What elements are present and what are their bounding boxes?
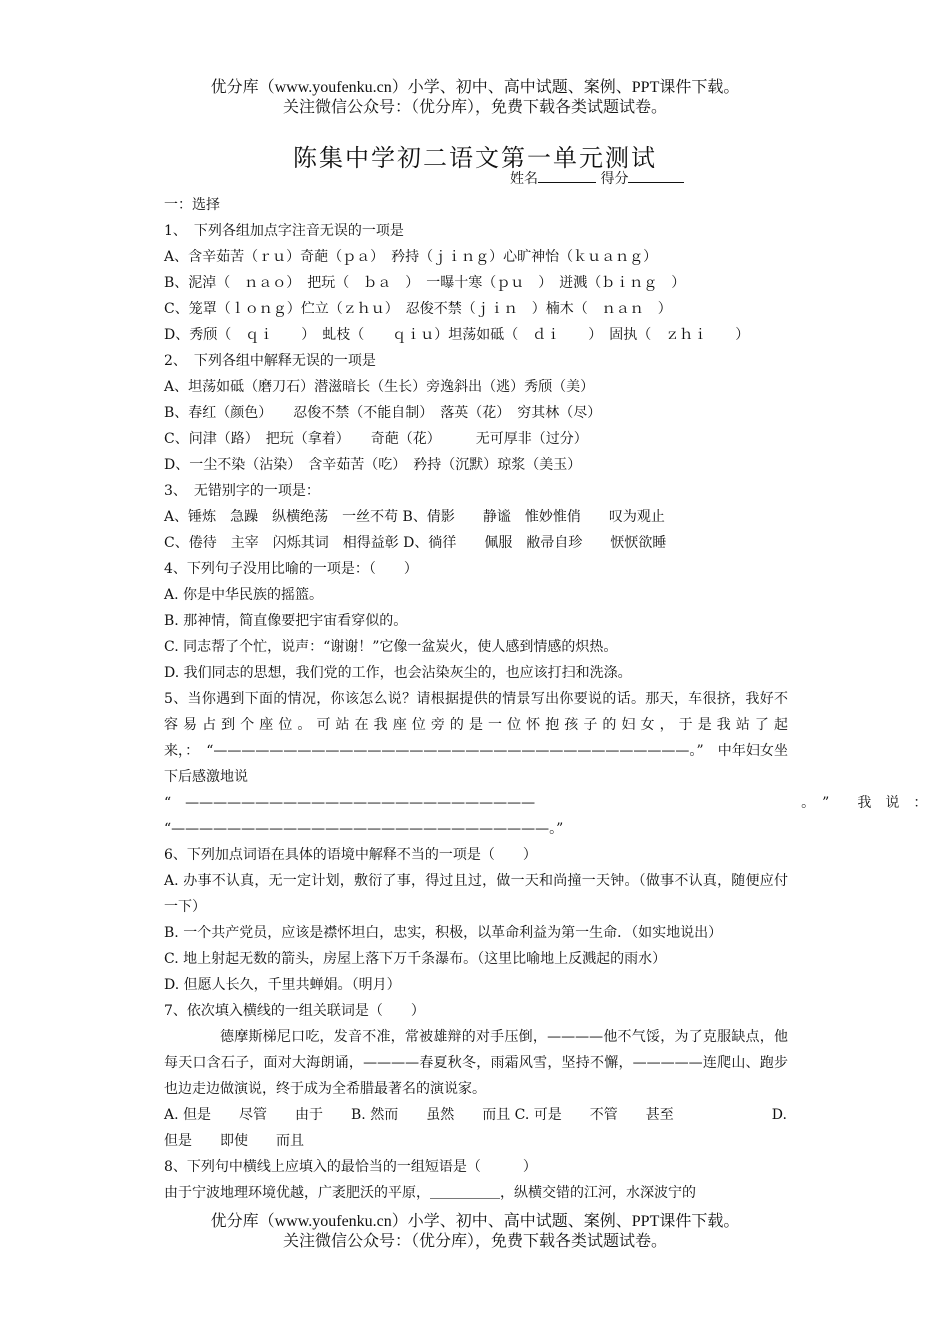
q8-passage: 由于宁波地理环境优越，广袤肥沃的平原，＿＿＿＿＿，纵横交错的江河，水深波宁的 — [164, 1185, 696, 1201]
section-heading: 一：选择 — [164, 197, 220, 213]
q6-option-a: A. 办事不认真，无一定计划，敷衍了事，得过且过，做一天和尚撞一天钟。（做事不认真，随便应付一下） — [164, 873, 788, 915]
q3-stem: 3、 无错别字的一项是： — [164, 483, 320, 499]
q6-stem: 6、下列加点词语在具体的语境中解释不当的一项是（ ） — [164, 847, 537, 863]
q6-option-c: C. 地上射起无数的箭头，房屋上落下万千条瀑布。（这里比喻地上反溅起的雨水） — [164, 951, 667, 967]
footer-line-1: 优分库（www.youfenku.cn）小学、初中、高中试题、案例、PPT课件下载。 — [210, 1213, 740, 1230]
q1-option-c: C、笼罩（ｌｏｎｇ）伫立（ｚｈｕ） 忍俊不禁（ｊｉｎ ）楠木（ ｎａｎ ） — [164, 301, 672, 317]
q6-option-b: B. 一个共产党员，应该是襟怀坦白，忠实，积极，以革命利益为第一生命．（如实地说出） — [164, 925, 723, 941]
page-title: 陈集中学初二语文第一单元测试 — [293, 144, 657, 172]
header-line-2: 关注微信公众号：（优分库），免费下载各类试题试卷。 — [282, 99, 667, 116]
bottom-footer — [0, 1212, 950, 1252]
q7-options: A. 但是 尽管 由于 B. 然而 虽然 而且 C. 可是 不管 甚至 D. — [164, 1107, 787, 1123]
q8-stem: 8、下列句中横线上应填入的最恰当的一组短语是（ ） — [164, 1159, 537, 1175]
q4-option-a: A. 你是中华民族的摇篮。 — [164, 587, 324, 603]
q7-options-cont: 但是 即使 而且 — [164, 1133, 304, 1149]
q2-option-b: B、春红（颜色） 忍俊不禁（不能自制） 落英（花） 穷其林（尽） — [164, 405, 602, 421]
q2-stem: 2、 下列各组中解释无误的一项是 — [164, 353, 376, 369]
q1-option-a: A、含辛茹苦（ｒｕ）奇葩（ｐａ） 矜持（ｊｉｎｇ）心旷神怡（ｋｕａｎｇ） — [164, 249, 658, 265]
q7-stem: 7、依次填入横线的一组关联词是（ ） — [164, 1003, 425, 1019]
q5-blank-line-2: “ ————————————————————————— 。 ” 我 说 ： — [164, 795, 928, 811]
score-blank[interactable] — [628, 168, 684, 183]
q1-stem: 1、 下列各组加点字注音无误的一项是 — [164, 223, 404, 239]
q4-option-d: D. 我们同志的思想，我们党的工作，也会沾染灰尘的，也应该打扫和洗涤。 — [164, 665, 632, 681]
footer-line-2: 关注微信公众号：（优分库），免费下载各类试题试卷。 — [282, 1233, 667, 1250]
name-blank[interactable] — [538, 168, 596, 183]
name-score-line — [510, 168, 684, 188]
exam-content — [164, 192, 928, 1206]
q4-option-c: C. 同志帮了个忙，说声：“谢谢！”它像一盆炭火，使人感到情感的炽热。 — [164, 639, 618, 655]
q7-passage: 德摩斯梯尼口吃，发音不准，常被雄辩的对手压倒，————他不气馁，为了克服缺点，他每天口含石子，面对大海朗诵，————春夏秋冬，雨霜风雪，坚持不懈，—————连爬山、跑步也边走边做演说，终于成为全希腊最著名的演说家。 — [164, 1029, 788, 1097]
q3-options-ab: A、锤炼 急躁 纵横绝荡 一丝不苟 B、倩影 静谧 惟妙惟俏 叹为观止 — [164, 509, 665, 525]
q2-option-a: A、坦荡如砥（磨刀石）潜滋暗长（生长）旁逸斜出（逃）秀颀（美） — [164, 379, 595, 395]
q6-option-d: D. 但愿人长久，千里共蝉娟。（明月） — [164, 977, 401, 993]
q1-option-d: D、秀颀（ ｑｉ ） 虬枝（ ｑｉｕ）坦荡如砥（ ｄｉ ） 固执（ ｚｈｉ ） — [164, 327, 750, 343]
name-label: 姓名 — [510, 171, 538, 187]
q3-options-cd: C、倦待 主宰 闪烁其词 相得益彰 D、徜徉 佩服 敝帚自珍 恹恹欲睡 — [164, 535, 667, 551]
top-header — [0, 78, 950, 118]
q4-option-b: B. 那神情，简直像要把宇宙看穿似的。 — [164, 613, 408, 629]
score-label: 得分 — [600, 171, 629, 187]
q4-stem: 4、下列句子没用比喻的一项是：（ ） — [164, 561, 418, 577]
q2-option-d: D、一尘不染（沾染） 含辛茹苦（吃） 矜持（沉默）琼浆（美玉） — [164, 457, 582, 473]
header-line-1: 优分库（www.youfenku.cn）小学、初中、高中试题、案例、PPT课件下载。 — [210, 79, 740, 96]
q5-paragraph: 5、当你遇到下面的情况，你该怎么说？请根据提供的情景写出你要说的话。那天，车很挤，我好不容易占到个座位。可站在我座位旁的是一位怀抱孩子的妇女，于是我站了起来，： “——————————————————————————————————。” 中年妇女坐下后感激地说 — [164, 691, 788, 785]
q5-blank-line-3: “———————————————————————————。” — [164, 821, 564, 837]
q2-option-c: C、问津（路） 把玩（拿着） 奇葩（花） 无可厚非（过分） — [164, 431, 588, 447]
q1-option-b: B、泥淖（ ｎａｏ） 把玩（ ｂａ ） 一曝十寒（ｐｕ ） 迸溅（ｂｉｎｇ ） — [164, 275, 686, 291]
